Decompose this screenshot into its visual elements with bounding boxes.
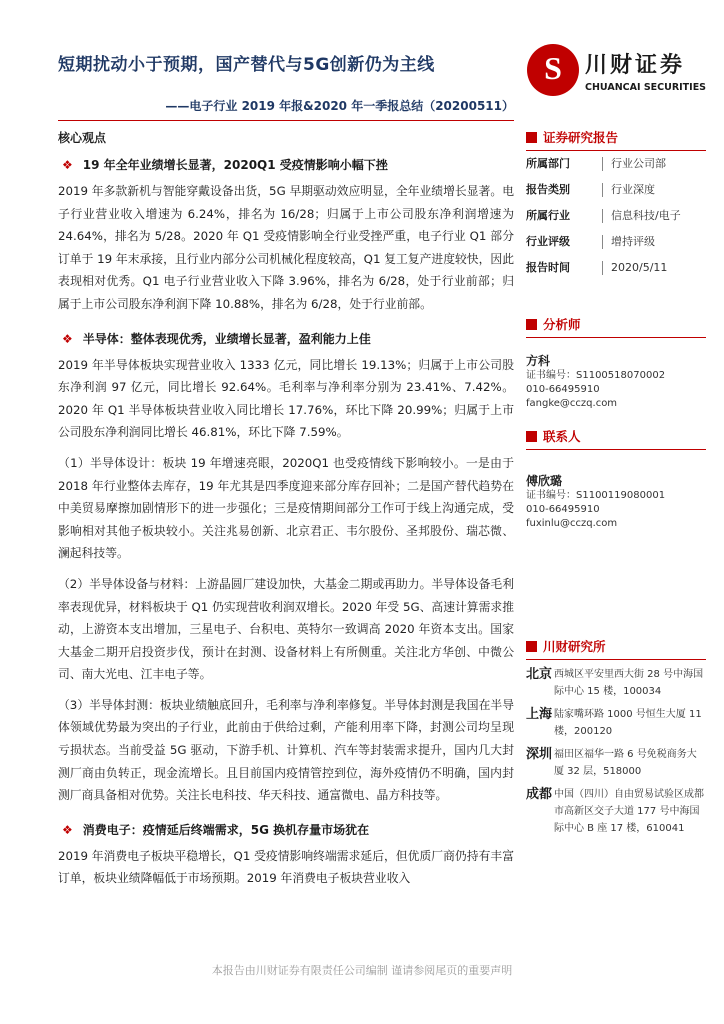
office-entry: 成都 中国（四川）自由贸易试验区成都市高新区交子大道 177 号中海国际中心 B 座 17 楼，610041 <box>526 787 704 834</box>
logo-mark-icon: S <box>527 44 579 96</box>
analyst-name: 方科 <box>526 354 551 368</box>
core-view-heading: 核心观点 <box>58 131 107 145</box>
info-row: 行业评级 增持评级 <box>526 235 655 248</box>
logo-chinese-name: 川财证券 <box>585 53 686 78</box>
contact-email[interactable]: fuxinlu@cczq.com <box>526 518 618 529</box>
report-subtitle: ——电子行业 2019 年报&2020 年一季报总结（20200511） <box>165 99 514 113</box>
paragraph: 2019 年半导体板块实现营业收入 1333 亿元，同比增长 19.13%；归属于上市公司股东净利润 97 亿元，同比增长 92.64%。毛利率与净利率分别为 23.41%、7.42%。2020 年 Q1 半导体板块营业收入同比增长 17.76%，环比下降 20.99%；归属于上市公司股东净利润同比增长 46.81%，环比下降 7.59%。 <box>58 357 514 440</box>
diamond-bullet-icon: ❖ <box>62 158 73 172</box>
analyst-email[interactable]: fangke@cczq.com <box>526 398 618 409</box>
block-heading: ❖ 半导体：整体表现优秀，业绩增长显著，盈利能力上佳 <box>62 331 371 346</box>
block-heading: ❖ 消费电子：疫情延后终端需求，5G 换机存量市场犹在 <box>62 822 370 837</box>
analyst-phone: 010-66495910 <box>526 384 600 395</box>
contact-cert: 证书编号：S1100119080001 <box>526 490 666 501</box>
sidebar-divider <box>526 337 706 338</box>
info-row: 所属部门 行业公司部 <box>526 157 666 170</box>
info-row: 报告时间 2020/5/11 <box>526 261 668 274</box>
contact-heading: 联系人 <box>526 425 706 449</box>
section-marker-icon <box>526 641 537 652</box>
sidebar <box>526 126 706 837</box>
diamond-bullet-icon: ❖ <box>62 822 73 837</box>
paragraph: （1）半导体设计：板块 19 年增速亮眼，2020Q1 也受疫情线下影响较小。一是由于 2018 年行业整体去库存，19 年尤其是四季度迎来部分库存回补；二是国产替代趋势在中美贸易摩擦加剧情形下的进一步强化；三是疫情期间部分工作可于线上沟通完成，受影响相对其他子板块较小。关注兆易创新、北京君正、韦尔股份、圣邦股份、瑞芯微、澜起科技等。 <box>58 455 514 561</box>
office-entry: 上海 陆家嘴环路 1000 号恒生大厦 11 楼，200120 <box>526 707 702 737</box>
diamond-bullet-icon: ❖ <box>62 331 73 346</box>
info-row: 报告类别 行业深度 <box>526 183 655 196</box>
section-marker-icon <box>526 431 537 442</box>
section-marker-icon <box>526 319 537 330</box>
info-row: 所属行业 信息科技/电子 <box>526 209 681 222</box>
header-divider <box>58 120 514 121</box>
report-info-heading: 证券研究报告 <box>526 126 706 150</box>
report-title: 短期扰动小于预期，国产替代与5G创新仍为主线 <box>58 55 435 75</box>
paragraph: 2019 年多款新机与智能穿戴设备出货，5G 早期驱动效应明显，全年业绩增长显著。电子行业营业收入增速为 6.24%，排名为 16/28；归属于上市公司股东净利润增速为 24.64%，排名为 5/28。2020 年 Q1 受疫情影响全行业受挫严重，电子行业 Q1 部分订单于 19 年末承接，且行业内部分公司机械化程度较高，Q1 复工复产进度较快，因此表现相对优秀。Q1 电子行业营业收入下降 3.96%，排名为 6/28，处于行业前部；归属于上市公司股东净利润下降 10.88%，排名为 6/28，处于行业前部。 <box>58 184 514 311</box>
analyst-cert: 证书编号：S1100518070002 <box>526 370 666 381</box>
section-marker-icon <box>526 132 537 143</box>
block-heading: ❖ 19 年全年业绩增长显著，2020Q1 受疫情影响小幅下挫 <box>62 158 388 172</box>
sidebar-divider <box>526 659 706 660</box>
paragraph: （2）半导体设备与材料：上游晶圆厂建设加快，大基金二期或再助力。半导体设备毛利率表现优异，材料板块于 Q1 仍实现营收利润双增长。2020 年受 5G、高速计算需求推动，上游资本支出增加，三星电子、台积电、英特尔一致调高 2020 年资本支出。国家大基金二期开启投资步伐，预计在封测、设备材料上有所侧重。关注北方华创、中微公司、南大光电、江丰电子等。 <box>58 576 514 682</box>
office-entry: 深圳 福田区福华一路 6 号免税商务大厦 32 层，518000 <box>526 747 697 777</box>
company-logo <box>527 44 707 100</box>
contact-name: 傅欣璐 <box>526 474 563 488</box>
main-content <box>58 126 514 890</box>
analyst-heading: 分析师 <box>526 313 706 337</box>
paragraph: 2019 年消费电子板块平稳增长，Q1 受疫情影响终端需求延后，但优质厂商仍持有丰富订单，板块业绩降幅低于市场预期。2019 年消费电子板块营业收入 <box>58 848 514 886</box>
page-footer: 本报告由川财证券有限责任公司编制 谨请参阅尾页的重要声明 <box>211 964 513 977</box>
contact-phone: 010-66495910 <box>526 504 600 515</box>
logo-english-name: CHUANCAI SECURITIES <box>585 82 707 93</box>
paragraph: （3）半导体封测：板块业绩触底回升，毛利率与净利率修复。半导体封测是我国在半导体领域优势最为突出的子行业，此前由于供给过剩，产能利用率下降，封测公司均呈现亏损状态。当前受益 5G 驱动，下游手机、计算机、汽车等封装需求提升，国内几大封测厂商由负转正，现金流增长。且目前国内疫情管控到位，海外疫情仍不明确，国内封测厂商具备相对优势。关注长电科技、华天科技、通富微电、晶方科技等。 <box>58 697 514 803</box>
office-entry: 北京 西城区平安里西大街 28 号中海国际中心 15 楼，100034 <box>526 667 704 697</box>
institute-heading: 川财研究所 <box>526 635 706 659</box>
